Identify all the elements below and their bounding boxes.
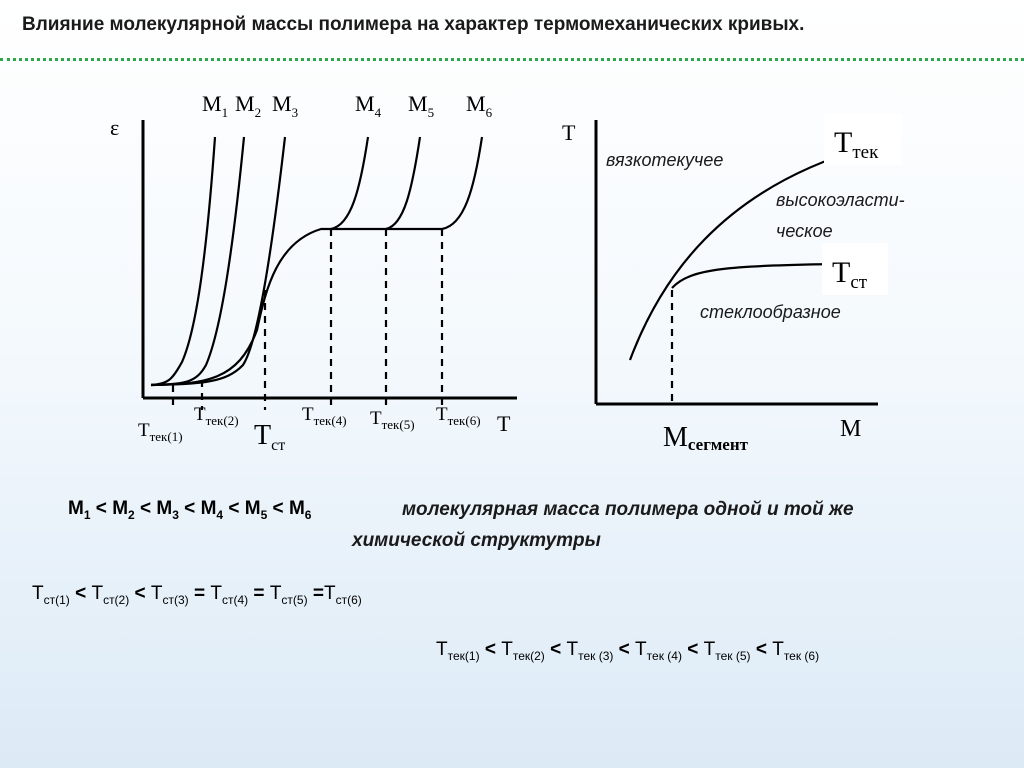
region-label-elastic-line1: высокоэласти- [776, 190, 905, 210]
marker-label-msegment: Mсегмент [663, 422, 748, 454]
curve-label-m5: $M_5$ [408, 91, 435, 120]
curve-label-m2: $M_2$ [235, 91, 262, 120]
right-diagram [562, 114, 905, 454]
molecular-mass-note-line1: молекулярная масса полимера одной и той же [402, 499, 854, 520]
right-x-axis-label: M [840, 416, 862, 442]
left-x-axis-label: T [497, 411, 511, 436]
glass-temperature-chain: $T_{ст(1)} < T_{ст(2)} < T_{ст(3)} = T_{ст(4)} = T_{ст(5)} =T_{ст(6)}$ [32, 583, 362, 607]
region-label-elastic-line2: ческое [776, 221, 833, 241]
marker-label-ttek2: $T_{тек(2)}$ [194, 404, 239, 428]
curve-m2 [151, 137, 244, 385]
curve-label-m6: $M_6$ [466, 91, 493, 120]
molecular-mass-note-line2: химической структутры [352, 530, 601, 551]
marker-label-ttek4: $T_{тек(4)}$ [302, 404, 347, 428]
marker-label-ttek1: $T_{тек(1)}$ [138, 420, 183, 444]
region-label-glass: стеклообразное [700, 302, 841, 322]
left-y-axis-label: ε [110, 115, 120, 140]
marker-label-tst: $T_{ст}$ [254, 420, 286, 454]
curve-label-m4: $M_4$ [355, 91, 382, 120]
box-tst-label: $T_{ст}$ [832, 256, 868, 293]
box-ttek-label: $T_{тек}$ [834, 126, 879, 163]
curve-glass-temperature [672, 264, 834, 288]
page-title: Влияние молекулярной массы полимера на характер термомеханических кривых. [22, 14, 805, 35]
region-label-flow: вязкотекучее [606, 150, 724, 170]
curve-label-m3: $M_3$ [272, 91, 299, 120]
curve-m1 [151, 137, 215, 385]
left-diagram [110, 91, 517, 454]
flow-temperature-chain: $T_{тек(1)} < T_{тек(2)} < T_{тек (3)} < T_{тек (4)} < T_{тек (5)} < T_{тек (6)}$ [436, 639, 820, 663]
molecular-mass-order: $M_1 < M_2 < M_3 < M_4 < M_5 < M_6$ [68, 498, 312, 522]
curve-m4 [151, 137, 368, 385]
right-y-axis-label: T [562, 120, 576, 145]
marker-label-ttek6: $T_{тек(6)}$ [436, 404, 481, 428]
marker-label-ttek5: $T_{тек(5)}$ [370, 408, 415, 432]
curve-m5 [331, 137, 420, 229]
curve-label-m1: $M_1$ [202, 91, 229, 120]
